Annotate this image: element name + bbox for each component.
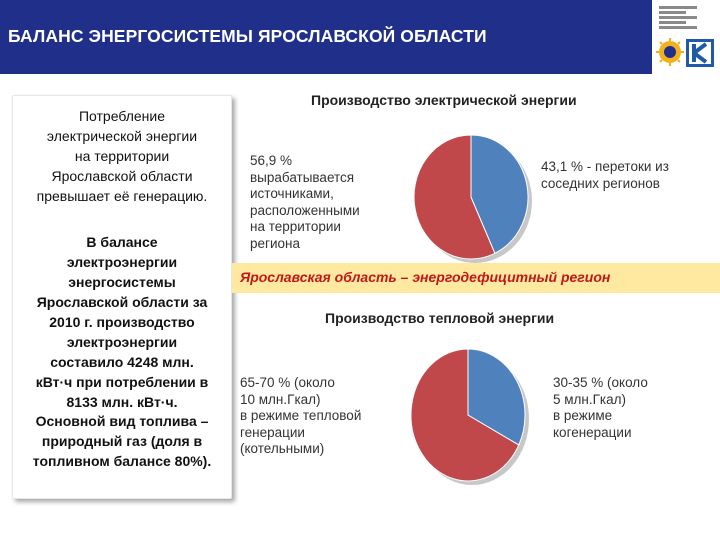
consumption-line: электрической энергии [46,128,198,144]
balance-line: электроэнергии [66,254,178,270]
balance-line: энергосистемы [68,274,176,290]
electric-own-line: вырабатывается [250,169,355,185]
electric-chart-title: Производство электрической энергии [311,92,577,108]
consumption-line: превышает её генерацию. [36,188,208,204]
heat-boiler-line: (котельными) [240,441,325,456]
balance-line: кВт·ч при потреблении в [35,374,209,390]
heat-cogen-line: когенерации [553,424,632,440]
heat-cogen-line: в режиме [553,408,613,423]
fuel-line: топливном балансе 80%). [32,453,212,469]
balance-line: электроэнергии [66,334,178,350]
balance-line: В балансе [86,234,158,250]
balance-line: 2010 г. производство [49,314,195,330]
electric-import-line: 43,1 % - перетоки из [541,159,669,174]
consumption-line: Ярославской области [51,168,193,184]
electric-own-line: региона [250,235,300,251]
fuel-line: Основной вид топлива – [35,413,209,429]
heat-boiler-line: 65-70 % (около [240,375,335,390]
consumption-line: на территории [74,148,170,164]
heat-cogen-line: 30-35 % (около [553,375,648,390]
heat-boiler-line: генерации [240,424,305,440]
heat-boiler-line: в режиме тепловой [240,408,362,423]
fuel-line: природный газ (доля в [41,433,203,449]
electric-import-line: соседних регионов [541,175,660,191]
electric-own-line: 56,9 % [250,153,293,168]
balance-line: составило 4248 млн. [50,354,194,370]
balance-line: 8133 млн. кВт·ч. [66,394,178,410]
heat-boiler-line: 10 млн.Гкал) [240,391,321,407]
balance-line: Ярославской области за [36,294,208,310]
electric-own-line: расположенными [250,202,360,218]
heat-chart-title: Производство тепловой энергии [325,310,555,326]
consumption-line: Потребление [78,108,166,124]
electric-own-line: на территории [250,219,341,234]
electric-own-line: источниками, [250,186,334,201]
heat-cogen-line: 5 млн.Гкал) [553,391,627,407]
deficit-statement: Ярославская область – энергодефицитный регион [240,269,611,285]
page-title: БАЛАНС ЭНЕРГОСИСТЕМЫ ЯРОСЛАВСКОЙ ОБЛАСТИ [8,26,487,46]
